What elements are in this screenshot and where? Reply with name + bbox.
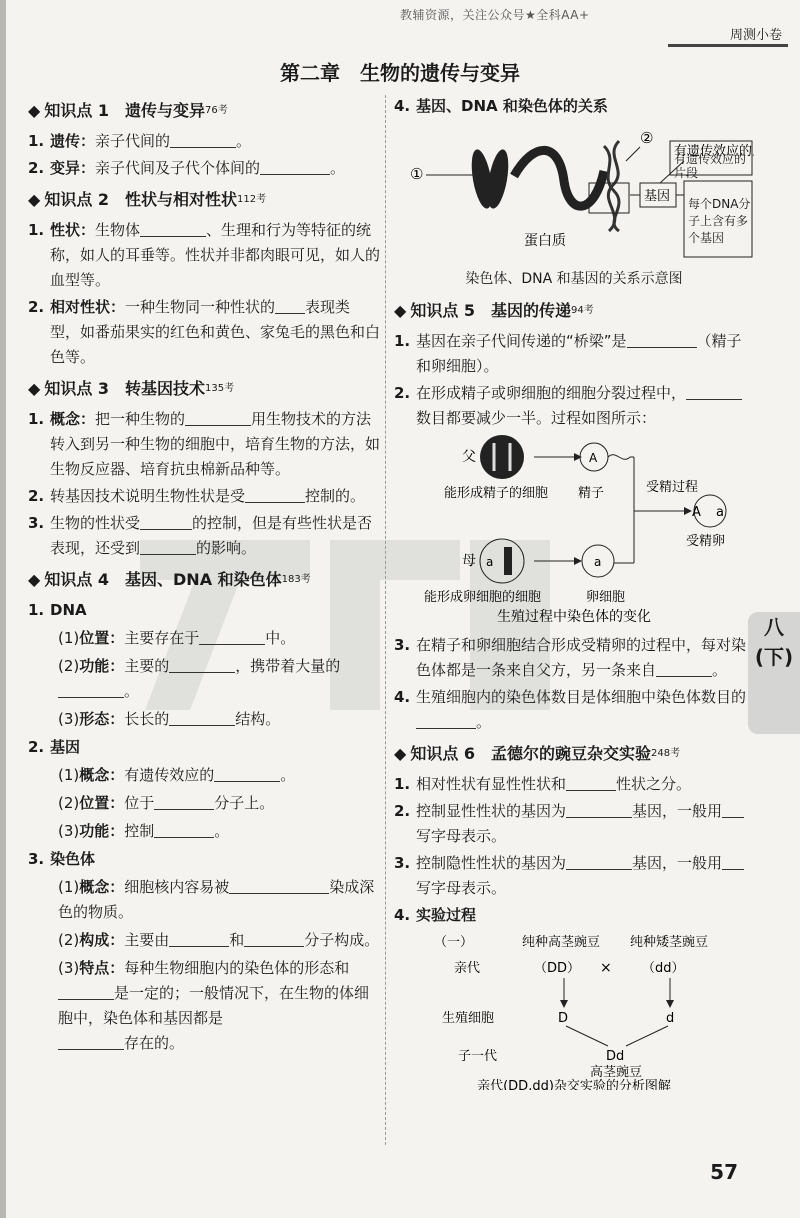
item-text: 。 [712,661,728,679]
item-text: 控制显性性状的基因为 [416,802,567,820]
sub-number: (2) [58,794,80,812]
item-text: 生殖细胞内的染色体数目是体细胞中染色体数目的 [416,688,747,706]
item-text: 的影响。 [196,539,257,557]
sub-label: 构成： [79,931,125,949]
kp4-dna-heading [28,598,380,623]
sub-text: 存在的。 [124,1034,185,1052]
sub-number: (2) [58,931,80,949]
kp5-tag: 94考 [571,305,594,316]
answer-blank[interactable] [686,383,742,400]
item-label: 遗传： [50,132,96,150]
item-number: 1. [28,601,45,619]
sperm-label: 精子 [578,486,605,501]
item-text: 写字母表示。 [416,827,507,845]
item-number: 3. [394,854,411,872]
sub-text: 位于 [124,794,155,812]
column-divider [385,95,386,1145]
diamond-icon: ◆ [28,101,41,120]
item-head: DNA [50,601,87,619]
grade-side-tab [748,612,800,734]
kp5-item-2 [394,381,754,431]
gamete-D: D [558,1011,569,1026]
reproduction-figure [394,433,754,623]
sub-number: (3) [58,710,80,728]
right-column [394,92,754,1098]
answer-blank[interactable] [245,486,305,503]
header-rule [668,44,788,47]
item-text: 的控制，但是有些性状是否表现，还受到 [50,514,373,557]
sub-text: 每种生物细胞内的染色体的形态和 [124,959,350,977]
answer-blank[interactable] [170,131,236,148]
answer-blank[interactable] [566,801,632,818]
sub-text: 主要存在于 [124,629,200,647]
kp2-item-1 [28,218,380,293]
item-number: 2. [28,159,45,177]
kp6-item-3 [394,851,754,901]
allele-A: A [589,451,598,465]
sub-number: (1) [58,766,80,784]
answer-blank[interactable] [656,660,712,677]
item-text: 写字母表示。 [416,879,507,897]
fertilization-label: 受精过程 [646,480,699,495]
answer-blank[interactable] [169,930,229,947]
answer-blank[interactable] [627,331,697,348]
answer-blank[interactable] [58,681,124,698]
answer-blank[interactable] [566,774,616,791]
item-label: 变异： [50,159,96,177]
dna-position [28,626,380,651]
genotype-Dd: Dd [606,1049,625,1064]
answer-blank[interactable] [140,220,206,237]
item-number: 3. [28,850,45,868]
sperm-tail [608,455,630,460]
item-end: 。 [330,159,346,177]
answer-blank[interactable] [229,877,329,894]
item-text: 在形成精子或卵细胞的细胞分裂过程中， [416,384,687,402]
item-number: 2. [394,802,411,820]
item-text: 生物体 [95,221,141,239]
diamond-icon: ◆ [394,744,407,763]
diamond-icon: ◆ [28,570,41,589]
kp4-tag: 183考 [281,574,311,585]
sub-label: 概念： [79,878,125,896]
page-edge [0,0,6,1218]
sub-text: 。 [124,682,140,700]
annotation-text-2: 有遗传效应的片段 [674,152,747,180]
sperm-cell-label: 能形成精子的细胞 [444,486,549,501]
genotype-dd: （dd） [642,961,685,976]
annotation-text-1: 有遗传效应的 [674,144,753,159]
item-number: 2. [28,487,45,505]
answer-blank[interactable] [416,712,476,729]
item-label: 性状： [50,221,96,239]
chrom-concept [28,875,380,925]
kp6-item-4 [394,903,754,928]
item-text: 相对性状有显性性状和 [416,775,567,793]
answer-blank[interactable] [260,158,330,175]
item-text: 、生理和行为等特征的统称，如人的耳垂等。性状并非都肉眼可见，如人的血型等。 [50,221,381,289]
answer-blank[interactable] [169,709,235,726]
kp5-heading [394,298,754,323]
item-text: 数目都要减少一半。过程如图所示： [416,409,657,427]
kp3-title: 知识点 3 转基因技术 [44,379,206,398]
header-tab: 周测小卷 [729,28,782,43]
cross-label: （一） [434,935,474,950]
answer-blank[interactable] [214,765,280,782]
dna-function [28,654,380,704]
answer-blank[interactable] [169,656,235,673]
kp4-gene-heading [28,735,380,760]
side-tab-top: 八 [764,615,784,639]
item-text: 基因，一般用 [632,854,723,872]
item-label: 相对性状： [50,298,126,316]
mother-label: 母 [462,553,476,569]
sub-text: 和 [229,931,245,949]
pea-cross-figure [394,930,754,1090]
item-head: 基因、DNA 和染色体的关系 [416,97,608,115]
sub-label: 功能： [79,657,125,675]
sub-text: 分子上。 [214,794,275,812]
sub-text: 长长的 [124,710,170,728]
chrom-composition [28,928,380,953]
diamond-icon: ◆ [28,379,41,398]
figure-caption: 生殖过程中染色体的变化 [497,609,651,623]
item-text: 转基因技术说明生物性状是受 [50,487,246,505]
kp2-item-2 [28,295,380,370]
sub-text: 主要由 [124,931,170,949]
sub-number: (3) [58,822,80,840]
kp3-tag: 135考 [205,383,235,394]
arrow-head [574,453,582,461]
item-text: 控制的。 [305,487,366,505]
item-text: 。 [476,713,492,731]
item-number: 4. [394,97,411,115]
sub-label: 特点： [79,959,125,977]
item-text: 亲子代间的 [95,132,171,150]
protein-label: 蛋白质 [524,233,566,249]
sub-label: 功能： [79,822,125,840]
item-head: 染色体 [50,850,96,868]
sub-number: (1) [58,878,80,896]
item-text: 控制隐性性状的基因为 [416,854,567,872]
kp6-heading [394,741,754,766]
chromosome-shape [468,148,512,210]
answer-blank[interactable] [199,628,265,645]
gene-function [28,819,380,844]
kp6-tag: 248考 [651,748,681,759]
item-text: 亲子代间及子代个体间的 [95,159,261,177]
kp4-relation-heading [394,94,754,119]
item-head: 实验过程 [416,906,477,924]
phenotype-label: 高茎豌豆 [590,1065,643,1080]
figure-caption: 亲代(DD,dd)杂交实验的分析图解 [477,1079,671,1090]
item-text: 把一种生物的 [95,410,186,428]
gene-position [28,791,380,816]
sub-text: 。 [214,822,230,840]
kp5-item-4 [394,685,754,735]
item-label: 概念： [50,410,96,428]
pointer-line [626,147,640,161]
sub-text: 结构。 [235,710,281,728]
diamond-icon: ◆ [394,301,407,320]
kp4-title: 知识点 4 基因、DNA 和染色体 [44,570,282,589]
sub-label: 位置： [79,794,125,812]
arrow [566,1026,608,1046]
father-label: 父 [462,449,476,465]
marker-1: ① [410,165,424,183]
item-number: 3. [394,636,411,654]
answer-blank[interactable] [722,853,744,870]
header-banner: 教辅资源，关注公众号★全科AA+ [400,8,590,22]
answer-blank[interactable] [185,409,251,426]
arrow-head [666,1000,674,1008]
arrow-head [574,557,582,565]
kp1-title: 知识点 1 遗传与变异 [44,101,206,120]
item-text: 生物的性状受 [50,514,141,532]
sub-text: 有遗传效应的 [124,766,215,784]
item-number: 2. [28,298,45,316]
kp2-heading [28,187,380,212]
item-number: 3. [28,514,45,532]
item-text: 表现类型，如番茄果实的红色和黄色、家兔毛的黑色和白色等。 [50,298,381,366]
diamond-icon: ◆ [28,190,41,209]
egg-cell-label: 能形成卵细胞的细胞 [424,590,542,605]
sub-label: 概念： [79,766,125,784]
kp3-item-2 [28,484,380,509]
item-end: 。 [236,132,252,150]
side-tab-bottom: (下) [754,645,794,669]
allele-A: A [692,505,701,520]
item-number: 1. [394,775,411,793]
allele-a: a [716,505,724,520]
answer-blank[interactable] [244,930,304,947]
kp3-item-3 [28,511,380,561]
item-number: 1. [28,132,45,150]
page-number: 57 [710,1160,738,1184]
answer-blank[interactable] [722,801,744,818]
gamete-label: 生殖细胞 [442,1011,495,1026]
gene-label: 基因 [644,189,671,204]
dna-shape [28,707,380,732]
item-number: 1. [28,221,45,239]
chrom-feature [28,956,380,1056]
sub-text: 中。 [265,629,296,647]
genotype-DD: （DD） [534,961,581,976]
sub-number: (1) [58,629,80,647]
kp5-item-3 [394,633,754,683]
kp6-title: 知识点 6 孟德尔的豌豆杂交实验 [410,744,652,763]
sub-number: (2) [58,657,80,675]
cross-symbol: × [600,960,612,976]
kp2-title: 知识点 2 性状与相对性状 [44,190,238,209]
answer-blank[interactable] [140,513,192,530]
kp4-chrom-heading [28,847,380,872]
kp6-item-2 [394,799,754,849]
marker-2: ② [640,129,654,147]
kp3-heading [28,376,380,401]
sub-text: 分子构成。 [304,931,380,949]
parent-1-label: 纯种高茎豌豆 [522,935,601,950]
sub-text: 是一定的；一般情况下，在生物的体细胞中，染色体和基因都是 [58,984,370,1027]
item-head: 基因 [50,738,81,756]
item-text: （精子和卵细胞）。 [416,332,742,375]
arrow [626,1026,668,1046]
sub-text: 。 [280,766,296,784]
egg-label: 卵细胞 [586,590,626,605]
item-text: 用生物技术的方法转入到另一种生物的细胞中，培育生物的方法，如生物反应器、培育抗虫棉新品种等。 [50,410,381,478]
item-number: 1. [394,332,411,350]
gene-concept [28,763,380,788]
left-column [28,92,380,1059]
kp1-item-2 [28,156,380,181]
item-text: 在精子和卵细胞结合形成受精卵的过程中，每对染色体都是一条来自父方，另一条来自 [416,636,747,679]
sub-text: 主要的 [124,657,170,675]
kp3-item-1 [28,407,380,482]
answer-blank[interactable] [58,983,114,1000]
item-number: 4. [394,906,411,924]
kp1-tag: 76考 [205,105,228,116]
sub-text: ，携带着大量的 [235,657,341,675]
kp1-heading [28,98,380,123]
dna-coil [514,150,604,206]
kp5-item-1 [394,329,754,379]
item-text: 性状之分。 [616,775,692,793]
allele-a: a [486,555,494,569]
figure-caption: 染色体、DNA 和基因的关系示意图 [465,271,683,287]
answer-blank[interactable] [275,297,305,314]
kp4-heading [28,567,380,592]
sub-text: 控制 [124,822,155,840]
arrow-head [684,507,692,515]
parent-generation-label: 亲代 [454,961,481,976]
kp6-item-1 [394,772,754,797]
gamete-d: d [666,1011,675,1026]
answer-blank[interactable] [140,538,196,555]
item-number: 2. [28,738,45,756]
zygote-label: 受精卵 [686,534,726,549]
sub-label: 形态： [79,710,125,728]
kp2-tag: 112考 [237,194,267,205]
arrow-head [560,1000,568,1008]
answer-blank[interactable] [154,821,214,838]
item-number: 1. [28,410,45,428]
kp5-title: 知识点 5 基因的传递 [410,301,572,320]
item-number: 2. [394,384,411,402]
annotation-text-3: 每个DNA分子上含有多个基因 [688,197,751,245]
sub-label: 位置： [79,629,125,647]
item-text: 基因，一般用 [632,802,723,820]
offspring-generation-label: 子一代 [458,1049,498,1064]
sperm-forming-cell [480,435,524,479]
parent-2-label: 纯种矮茎豌豆 [630,935,709,950]
sub-text: 染成深色的物质。 [58,878,375,921]
item-number: 4. [394,688,411,706]
allele-a: a [594,555,602,569]
answer-blank[interactable] [566,853,632,870]
answer-blank[interactable] [58,1033,124,1050]
answer-blank[interactable] [154,793,214,810]
sub-number: (3) [58,959,80,977]
item-text: 一种生物同一种性状的 [125,298,276,316]
kp1-item-1 [28,129,380,154]
page-title: 第二章 生物的遗传与变异 [280,61,520,85]
item-text: 基因在亲子代间传递的“桥梁”是 [416,332,627,350]
sub-text: 细胞核内容易被 [124,878,230,896]
